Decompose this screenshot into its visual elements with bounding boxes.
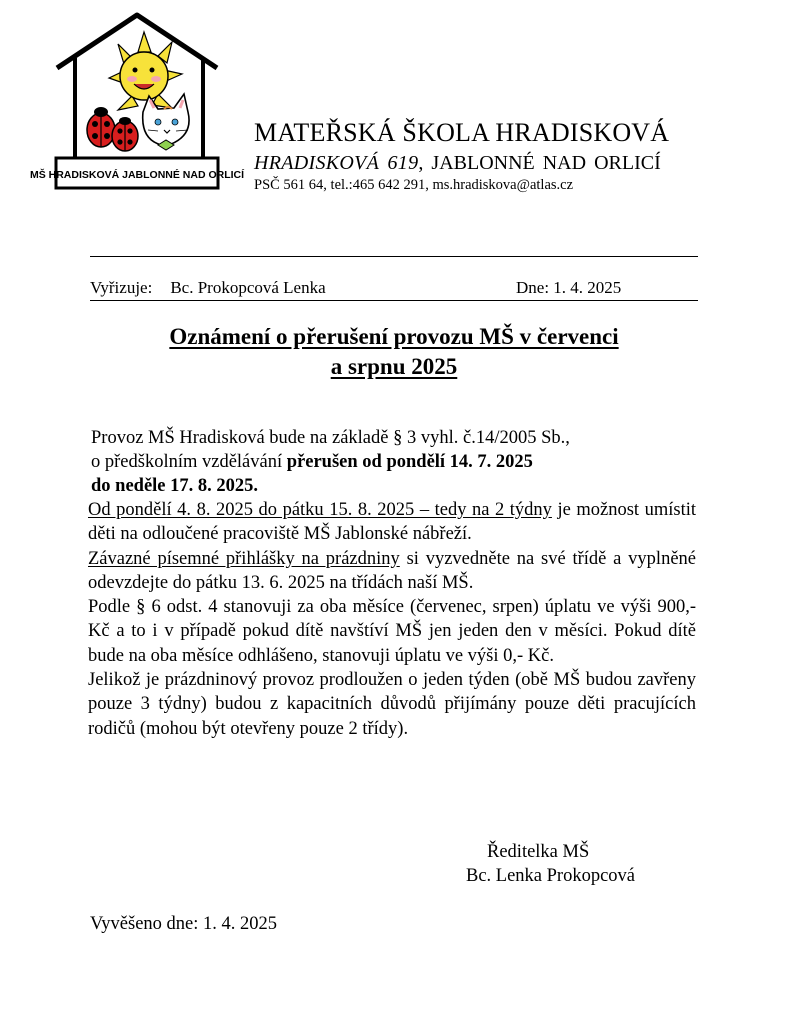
- body-p3-rest: si vyzvedněte na své třídě a vyplněné odevzdejte do pátku 13. 6. 2025 na třídách naší MŠ.: [88, 548, 696, 593]
- address-street: HRADISKOVÁ 619: [254, 152, 419, 174]
- body-p1-line3: do neděle 17. 8. 2025.: [91, 476, 259, 496]
- notice-title-line2: a srpnu 2025: [330, 354, 458, 379]
- body-p4: Podle § 6 odst. 4 stanovuji za oba měsíce (červenec, srpen) úplatu ve výši 900,- Kč a to i v případě pokud dítě navštíví MŠ jen jeden den v měsíci. Pokud dítě bude na oba měsíce odhlášeno, stanovuji úplatu ve výši 0,- Kč.: [88, 597, 696, 666]
- handler-line: [90, 278, 326, 298]
- body-p5: Jelikož je prázdninový provoz prodloužen o jeden týden (obě MŠ budou zavřeny pouze 3 týdny) budou z kapacitních důvodů přijímány pouze děti pracujících rodičů (mohou být otevřeny pouze 2 třídy).: [88, 670, 696, 739]
- document-date: Dne: 1. 4. 2025: [516, 278, 622, 297]
- body-paragraphs: [88, 498, 696, 741]
- school-logo: [29, 12, 245, 192]
- handler-name: Bc. Prokopcová Lenka: [170, 278, 326, 297]
- body-p1-line1: Provoz MŠ Hradisková bude na základě § 3 vyhl. č.14/2005 Sb.,: [91, 428, 570, 448]
- sun-icon: [109, 32, 182, 110]
- school-name: MATEŘSKÁ ŠKOLA HRADISKOVÁ: [254, 118, 670, 147]
- body-p2-rest: je možnost umístit děti na odloučené pracoviště MŠ Jablonské nábřeží.: [88, 500, 696, 545]
- address-city: , JABLONNÉ NAD ORLICÍ: [418, 152, 661, 174]
- handler-label: Vyřizuje:: [90, 278, 153, 297]
- posted-date: Vyvěšeno dne: 1. 4. 2025: [90, 914, 278, 934]
- body-p2-underlined: Od pondělí 4. 8. 2025 do pátku 15. 8. 2025 – tedy na 2 týdny: [88, 500, 552, 520]
- body-p1-text: o předškolním vzdělávání: [91, 452, 287, 472]
- body-p3: [88, 547, 696, 596]
- header-divider: [90, 256, 698, 257]
- signature-name: Bc. Lenka Prokopcová: [466, 866, 636, 886]
- signature-role: Ředitelka MŠ: [487, 842, 590, 862]
- school-address: [254, 152, 661, 175]
- notice-title-line1: Oznámení o přerušení provozu MŠ v červenci: [169, 324, 619, 349]
- body-p3-underlined: Závazné písemné přihlášky na prázdniny: [88, 548, 400, 569]
- body-p1-line2: [91, 450, 533, 474]
- school-contact: PSČ 561 64, tel.:465 642 291, ms.hradiskova@atlas.cz: [254, 177, 574, 193]
- meta-divider: [90, 300, 698, 301]
- body-p1-bold: přerušen od pondělí 14. 7. 2025: [286, 452, 533, 472]
- ladybug-icon: [87, 107, 138, 151]
- body-p2: [88, 498, 696, 547]
- logo-banner-text: MŠ HRADISKOVÁ JABLONNÉ NAD ORLICÍ: [29, 169, 245, 181]
